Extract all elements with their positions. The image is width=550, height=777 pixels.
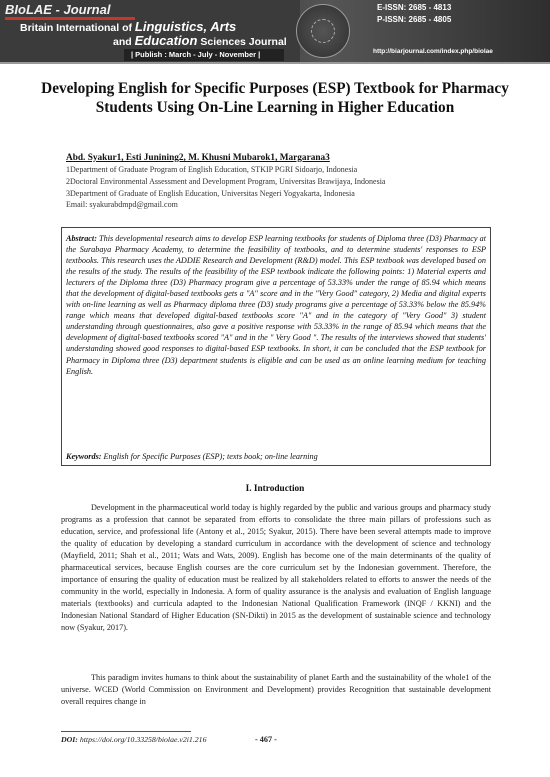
brand-name: BIoLAE - Journal — [5, 2, 111, 17]
journal-title-line2: and Education Sciences Journal — [113, 33, 287, 48]
abstract-body: This developmental research aims to develop ESP learning textbooks for students of Diploma three (D3) Pharmacy at the Surabaya Pharmacy Academy, to determine the feasibility of textbooks, and to determine students' responses to ESP textbooks. This research uses the ADDIE Research and Development (R&D) model. This ESP textbook was developed based on the results of the study. The results of the feasibility of the ESP textbook indicate the following points: 1) Material experts and lecturers of the Diploma three (D3) Pharmacy program give a percentage of 53.33% under the range of 85.94 which means that the development of digital-based textbooks gets a "A" score and in the "Very Good" category, 2) Media and digital experts with on-line learning as well as Pharmacy diploma three (D3) study programs give a percentage of 53.33% below the 85.94% range which means that developed digital-based textbooks score "A" and in the category of "Very Good" 3) student understanding through questionnaires, also gave a positive response with 53.33% in the range of 85.94 which means that the development of digital-based textbooks scored "A" and in the " Very Good ". The results of the interviews showed that students' understanding showed good responses to digital-based ESP textbooks. In short, it can be concluded that the ESP textbook for Pharmacy in Diploma three (D3) department students is eligible and can be used as an online learning medium for teaching English. — [66, 234, 486, 376]
keywords-list: English for Specific Purposes (ESP); texts book; on-line learning — [101, 452, 318, 461]
banner-divider — [0, 62, 550, 64]
publish-schedule: | Publish : March - July - November | — [131, 50, 261, 59]
journal-website-link[interactable]: http://biarjournal.com/index.php/biolae — [373, 48, 493, 55]
eissn: E-ISSN: 2685 - 4813 — [377, 3, 452, 12]
author-list: Abd. Syakur1, Esti Junining2, M. Khusni Mubarok1, Margarana3 — [66, 153, 330, 163]
affiliation-1: 1Department of Graduate Program of English Education, STKIP PGRI Sidoarjo, Indonesia — [66, 165, 358, 174]
paragraph-1: Development in the pharmaceutical world today is highly regarded by the public and various groups and pharmacy study programs as a profession that cannot be separated from efforts to consolidate the three main pillars of professions such as education, service, and professional life (Antony et al., 2015; Syakur, 2015). There have been several attempts made to improve the quality of education by developing a standard curriculum in accordance with the development of science and technology (Mayfield, 2011; Shah et al., 2011; Wats and Wats, 2009). English has become one of the main determinants of the quality of pharmaceutical services, because English courses are the core curriculum set by the Indonesian government. Therefore, the importance of ensuring the quality of education must be realized by all stakeholders related to efforts to answer the needs of the community in the world, especially in Indonesia. A form of quality assurance is the analysis and evaluation of English language materials (textbooks) and curricula adapted to the Indonesian National Qualification Framework (INQF / KKNI) and the Indonesian National Standard of Higher Education (SN-Dikti) in 2015 as the development of sustainable science and technology now (Syakur, 2017). — [61, 503, 491, 633]
affiliation-2: 2Doctoral Environmental Assessment and Development Program, Universitas Brawijaya, Indonesia — [66, 177, 386, 186]
keywords-label: Keywords: — [66, 452, 102, 461]
page-number: - 467 - — [255, 735, 277, 744]
section-heading: I. Introduction — [245, 484, 305, 494]
pissn: P-ISSN: 2685 - 4805 — [377, 15, 452, 24]
journal-banner — [0, 0, 550, 62]
paragraph-2: This paradigm invites humans to think about the sustainability of planet Earth and the sustainability of the whole1 of the universe. WCED (World Commission on Environment and Development) provides Recognition that sustainable development overall requires change in — [61, 673, 491, 707]
journal-title-line1: Britain International of Linguistics, Arts — [20, 19, 237, 34]
footnote-rule — [61, 731, 191, 732]
abstract-label: Abstract: — [66, 234, 97, 243]
keywords — [66, 452, 318, 461]
article-title: Developing English for Specific Purposes (ESP) Textbook for Pharmacy Students Using On-Line Learning in Higher Education — [41, 80, 509, 116]
seal-inner-ring — [311, 19, 335, 43]
affiliation-3: 3Department of Graduate of English Education, Universitas Negeri Yogyakarta, Indonesia — [66, 189, 355, 198]
author-email: Email: syakurabdmpd@gmail.com — [66, 200, 178, 209]
abstract-text — [66, 233, 486, 377]
doi-link[interactable]: DOI: https://doi.org/10.33258/biolae.v2i1.216 — [61, 735, 207, 744]
